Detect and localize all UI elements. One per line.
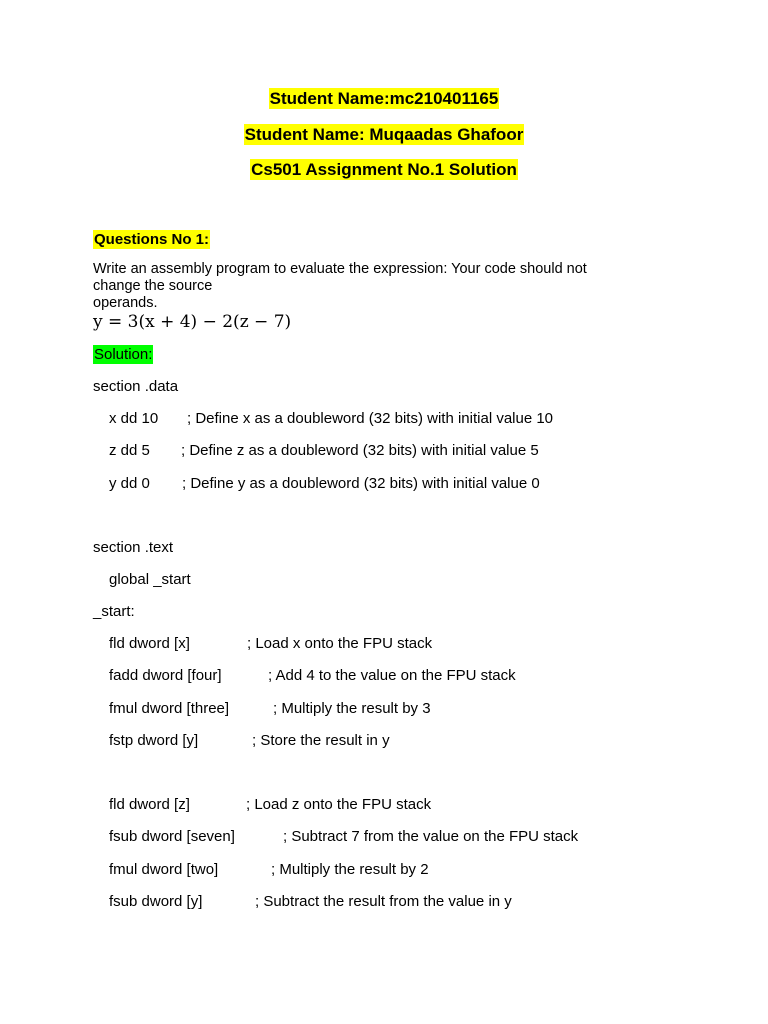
code-command: fld dword [x]: [109, 635, 190, 652]
code-line: [109, 893, 512, 910]
expression-formula: y = 3(x + 4) − 2(z − 7): [93, 312, 292, 332]
code-comment: ; Define z as a doubleword (32 bits) with initial value 5: [181, 442, 539, 459]
code-comment: ; Load x onto the FPU stack: [247, 635, 433, 652]
code-command: z dd 5: [109, 442, 150, 459]
code-line: [109, 635, 433, 652]
question-text-line: Write an assembly program to evaluate the expression: Your code should not: [93, 261, 587, 277]
question-text-line: change the source: [93, 278, 213, 294]
code-command: _start:: [93, 603, 135, 620]
code-command: y dd 0: [109, 475, 150, 492]
code-comment: ; Load z onto the FPU stack: [246, 796, 432, 813]
student-name-text: Student Name: Muqaadas Ghafoor: [244, 125, 524, 144]
student-id-text: Student Name:mc210401165: [269, 89, 499, 108]
code-line: [109, 571, 191, 588]
code-comment: ; Define x as a doubleword (32 bits) with initial value 10: [187, 410, 554, 427]
code-command: global _start: [109, 571, 191, 588]
code-command: fstp dword [y]: [109, 732, 199, 749]
code-line: [109, 410, 554, 427]
assignment-title-heading: [0, 160, 768, 180]
student-id-heading: [0, 89, 768, 109]
code-line: [93, 603, 135, 620]
code-line: [109, 732, 390, 749]
code-command: fadd dword [four]: [109, 667, 222, 684]
solution-label-text: Solution:: [94, 346, 153, 363]
code-command: fsub dword [seven]: [109, 828, 235, 845]
code-comment: ; Subtract the result from the value in y: [255, 893, 512, 910]
code-command: x dd 10: [109, 410, 159, 427]
code-comment: ; Define y as a doubleword (32 bits) with initial value 0: [182, 475, 540, 492]
code-comment: ; Store the result in y: [252, 732, 390, 749]
code-command: fmul dword [three]: [109, 700, 230, 717]
code-comment: ; Add 4 to the value on the FPU stack: [268, 667, 516, 684]
question-heading-text: Questions No 1:: [94, 231, 210, 248]
student-name-heading: [0, 125, 768, 145]
question-heading: [93, 231, 210, 248]
code-comment: ; Subtract 7 from the value on the FPU stack: [283, 828, 579, 845]
code-comment: ; Multiply the result by 3: [273, 700, 431, 717]
code-line: [109, 861, 429, 878]
code-command: fld dword [z]: [109, 796, 190, 813]
code-line: [109, 796, 432, 813]
code-line: [109, 667, 516, 684]
code-line: [109, 828, 579, 845]
code-line: [93, 378, 178, 395]
question-text: [93, 261, 653, 312]
code-command: fsub dword [y]: [109, 893, 203, 910]
code-line: [93, 539, 173, 556]
code-command: section .data: [93, 378, 179, 395]
code-line: [109, 700, 431, 717]
code-command: section .text: [93, 539, 174, 556]
code-line: [109, 475, 540, 492]
code-line: [109, 442, 539, 459]
code-command: fmul dword [two]: [109, 861, 219, 878]
code-comment: ; Multiply the result by 2: [271, 861, 429, 878]
solution-heading: [93, 346, 153, 363]
assignment-title-text: Cs501 Assignment No.1 Solution: [251, 160, 517, 179]
question-text-line: operands.: [93, 295, 158, 311]
